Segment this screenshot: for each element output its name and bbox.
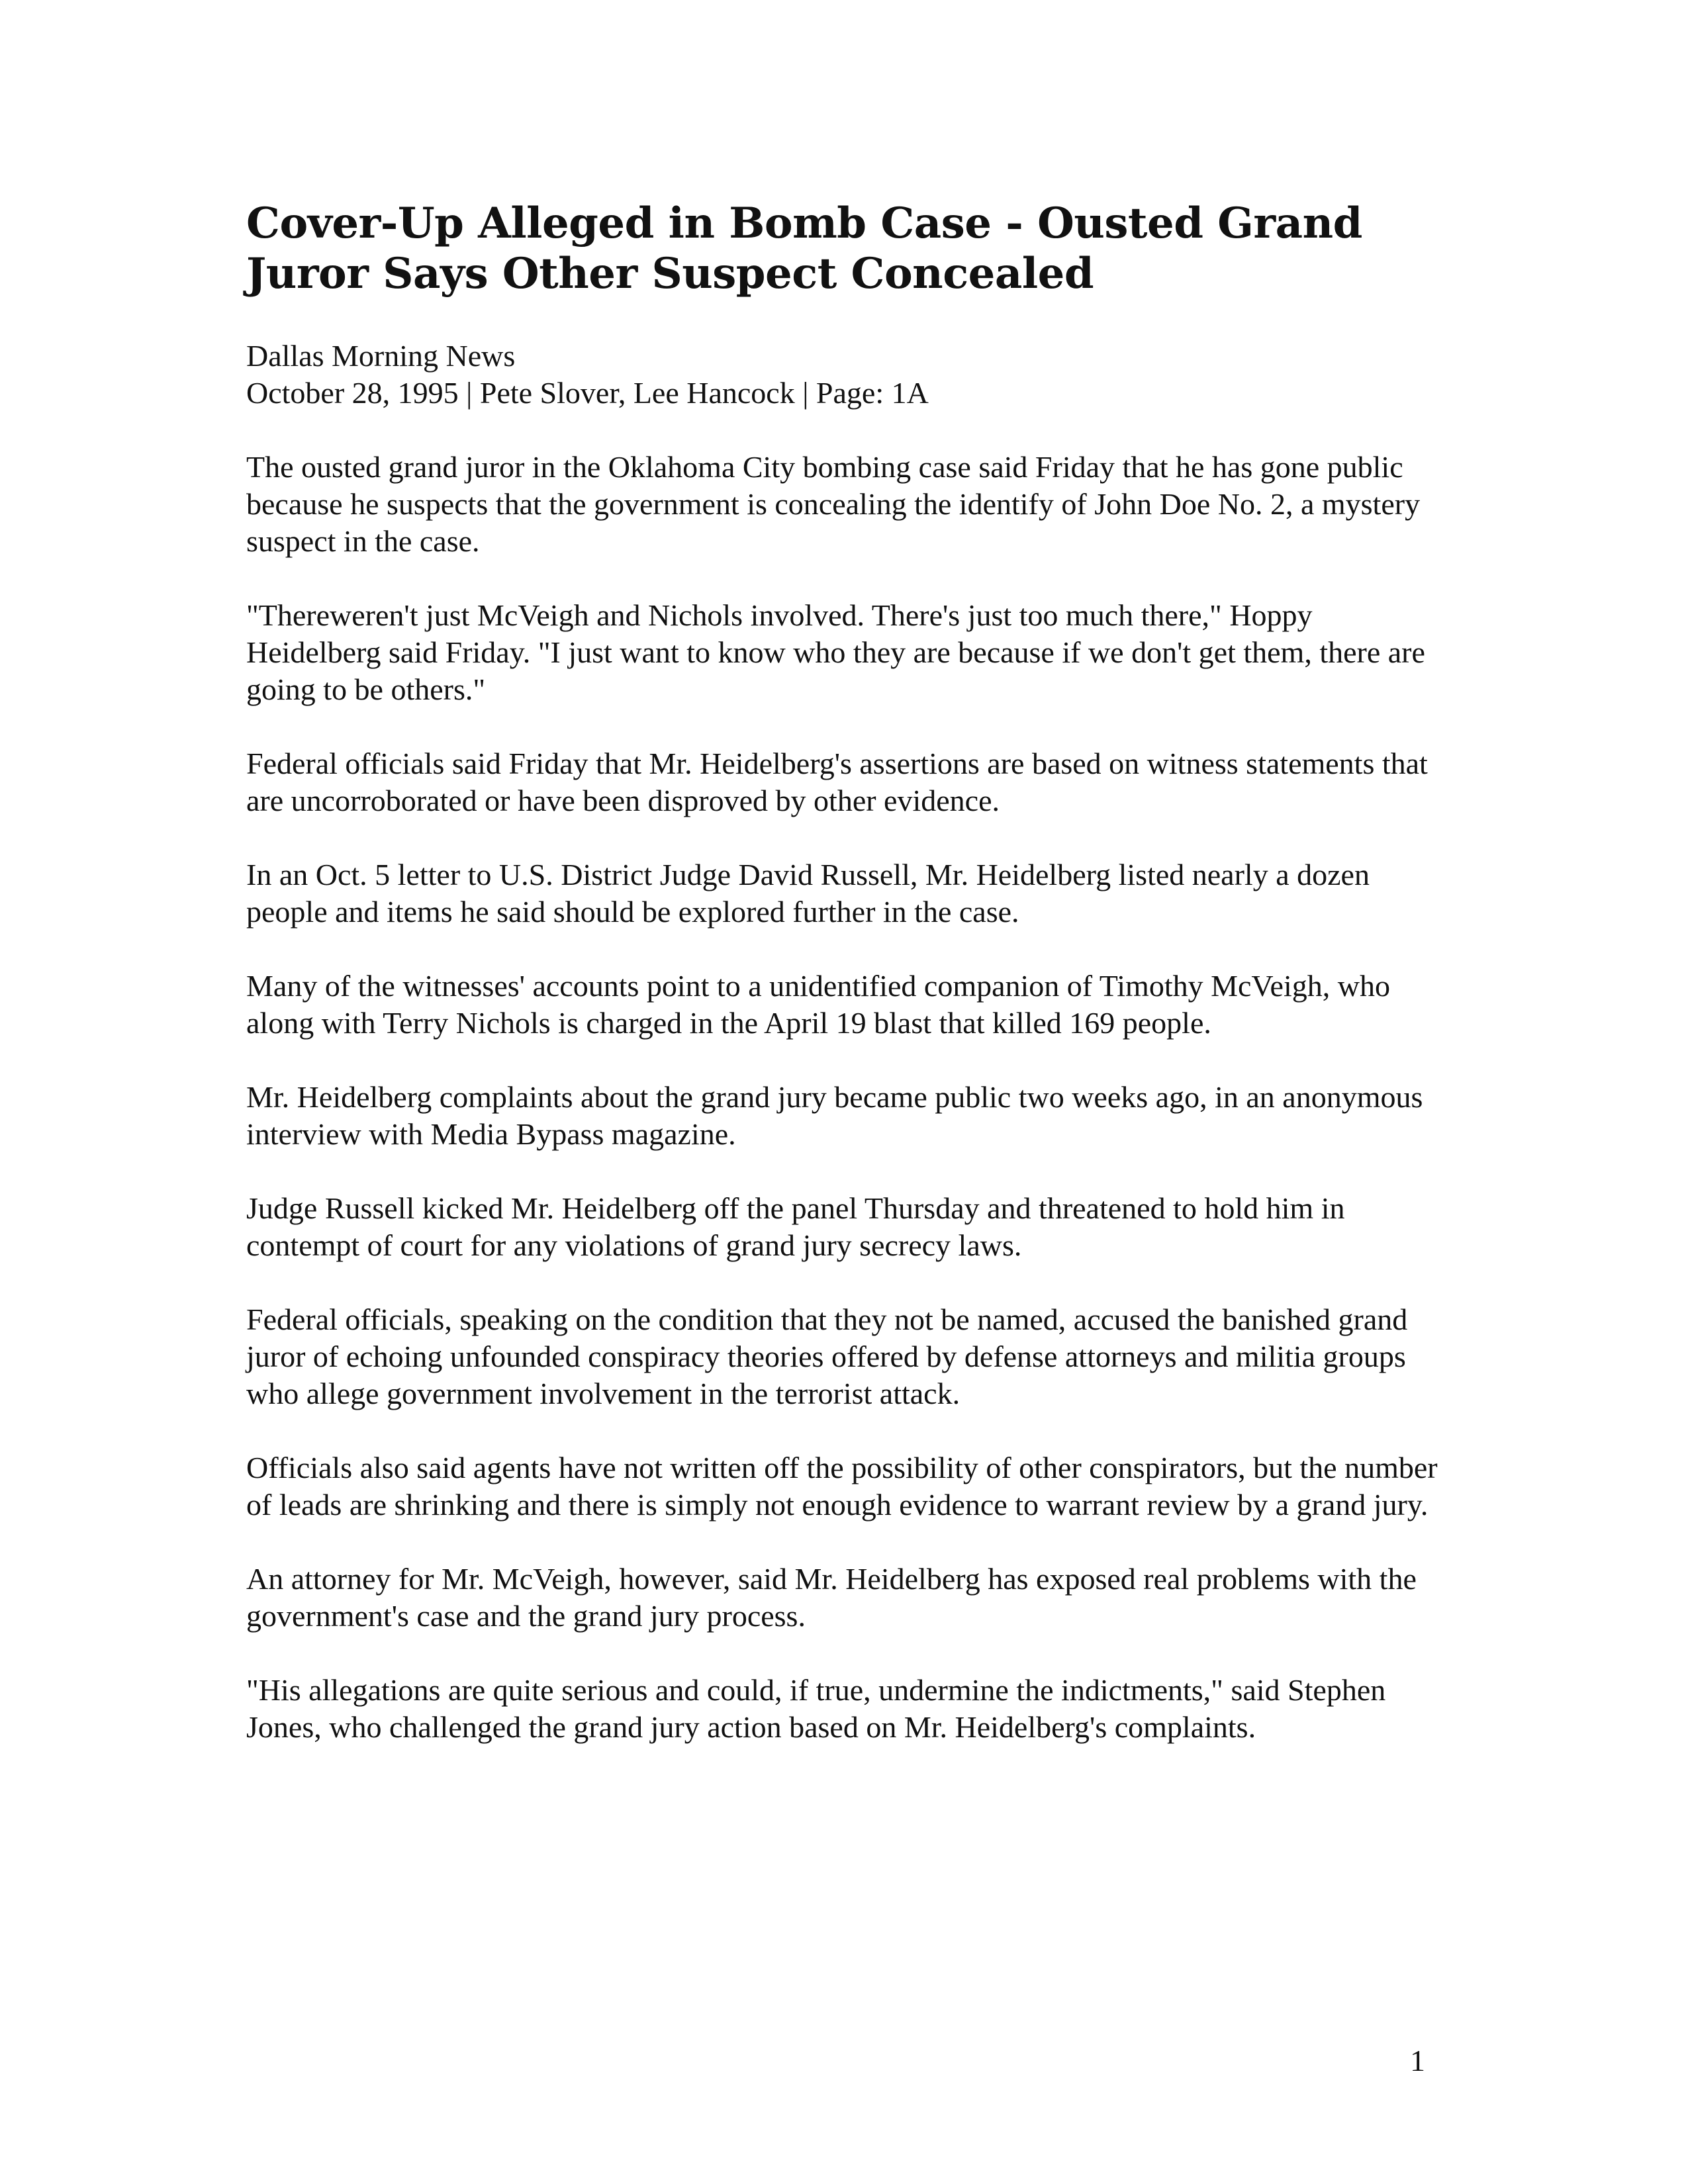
paragraph: Mr. Heidelberg complaints about the grand jury became public two weeks ago, in an anonymous interview with Media Bypass magazine. [246, 1080, 1423, 1151]
headline [246, 199, 1451, 299]
paragraph: "His allegations are quite serious and could, if true, undermine the indictments," said Stephen Jones, who challenged the grand jury action based on Mr. Heidelberg's complaints. [246, 1673, 1386, 1744]
paragraph: In an Oct. 5 letter to U.S. District Judge David Russell, Mr. Heidelberg listed nearly a dozen people and items he said should be explored further in the case. [246, 858, 1370, 929]
date-author-page: October 28, 1995 | Pete Slover, Lee Hancock | Page: 1A [246, 376, 929, 410]
paragraph: Federal officials, speaking on the condition that they not be named, accused the banished grand juror of echoing unfounded conspiracy theories offered by defense attorneys and militia groups who allege government involvement in the terrorist attack. [246, 1302, 1408, 1410]
headline-line-1: Cover-Up Alleged in Bomb Case - Ousted Grand [246, 199, 1362, 248]
headline-line-2: Juror Says Other Suspect Concealed [246, 249, 1094, 298]
byline [246, 338, 1451, 412]
page-number: 1 [1410, 2044, 1425, 2077]
paragraph: "Thereweren't just McVeigh and Nichols involved. There's just too much there," Hoppy Heidelberg said Friday. "I just want to know who they are because if we don't get them, there are going to be others." [246, 598, 1425, 706]
article [246, 199, 1451, 1746]
paragraph: Officials also said agents have not written off the possibility of other conspirators, but the number of leads are shrinking and there is simply not enough evidence to warrant review by a grand jury. [246, 1451, 1438, 1522]
article-body [246, 449, 1451, 1746]
paragraph: The ousted grand juror in the Oklahoma City bombing case said Friday that he has gone public because he suspects that the government is concealing the identify of John Doe No. 2, a mystery suspect in the case. [246, 450, 1421, 558]
paragraph: Judge Russell kicked Mr. Heidelberg off the panel Thursday and threatened to hold him in contempt of court for any violations of grand jury secrecy laws. [246, 1191, 1345, 1262]
paragraph: Many of the witnesses' accounts point to a unidentified companion of Timothy McVeigh, who along with Terry Nichols is charged in the April 19 blast that killed 169 people. [246, 969, 1390, 1040]
paragraph: Federal officials said Friday that Mr. Heidelberg's assertions are based on witness statements that are uncorroborated or have been disproved by other evidence. [246, 747, 1428, 817]
paragraph: An attorney for Mr. McVeigh, however, said Mr. Heidelberg has exposed real problems with the government's case and the grand jury process. [246, 1562, 1417, 1633]
publication-name: Dallas Morning News [246, 339, 516, 373]
